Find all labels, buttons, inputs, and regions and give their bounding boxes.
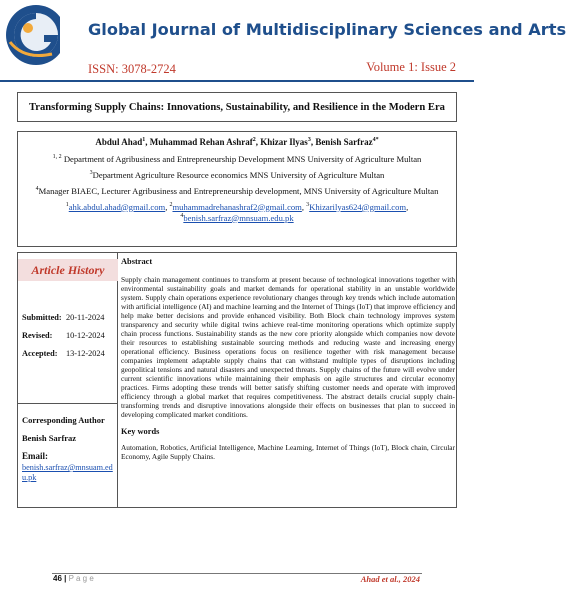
email-label: Email:	[22, 451, 48, 461]
journal-header	[0, 0, 566, 80]
article-info-section	[17, 252, 457, 508]
author-list: Abdul Ahad$^1$, Muhammad Rehan Ashraf$^2$, Khizar Ilyas$^3$, Benish Sarfraz$^{4*}$	[95, 137, 379, 147]
footer-citation: Ahad et al., 2024	[360, 574, 420, 584]
affiliation: $^3$Department Agriculture Resource economics MNS University of Agriculture Multan	[89, 169, 385, 180]
email-link[interactable]: ahk.abdul.ahad@gmail.com	[68, 201, 166, 212]
email-link[interactable]: benish.sarfraz@mnsuam.edu.pk	[183, 212, 294, 223]
article-history-heading: Article History	[31, 262, 105, 277]
affiliation: $^{1, 2}$ Department of Agribusiness and Entrepreneurship Development MNS University of Agriculture Multan	[52, 153, 422, 164]
abstract-heading: Abstract	[121, 257, 153, 266]
corresponding-author-label: Corresponding Author	[22, 415, 105, 425]
header-divider	[0, 80, 474, 82]
author-emails: $^1$ahk.abdul.ahad@gmail.com, $^2$muhammadrehanashraf2@gmail.com, $^3$Khizarilyas624@gmail.com, $^4$benish.sarfraz@mnsuam.edu.pk	[65, 201, 409, 223]
article-title-box	[17, 92, 457, 122]
keywords-list: Automation, Robotics, Artificial Intelligence, Machine Learning, Internet of Things (IoT), Block chain, Circular Economy, Agile Supply Chains.	[121, 443, 455, 462]
author-name: Muhammad Rehan Ashraf	[149, 137, 253, 147]
authors-box	[17, 131, 457, 247]
affiliation: $^4$Manager BIAEC, Lecturer Agribusiness and Entrepreneurship development, MNS University of Agriculture Multan	[35, 185, 439, 196]
article-title: Transforming Supply Chains: Innovations, Sustainability, and Resilience in the Modern Era	[29, 101, 445, 113]
revised-date-row: Revised: 10-12-2024	[22, 331, 105, 340]
abstract-body: Supply chain management continues to transform at present because of technological innovations together with environmental sustainability goals and market demands for operational stability in an unstable worldwide system. Supply chain operations experience revolutionary changes through key trends which include automation with artificial intelligence (AI) and machine learning and the Internet of Things (IoT) that improve efficiency and help make better decisions and provide enhanced visibility. Both Block chain technology improves system transparency and security while digital twins achieve real-time monitoring operations which optimize supply chain process functions. Sustainability stands as the new core priority alongside which companies now devote their resources to establishing sustainable sourcing methods and reducing waste and increasing energy operational efficiency. Business operations focus on resilience together with risk management because companies implement adaptable supply chains that can withstand multiple types of disruptions including geopolitical tensions and natural disasters and unexpected threats. Supply chains of the future will evolve under current scientific innovations while maintaining their emphasis on agile structures and circular economy practices. Firms adopting these trends will better satisfy shifting customer needs and operate with improved efficiency through a global market that requires competitiveness. The abstract details crucial supply chain-transforming trends and disruptive innovations alongside their effects on businesses that plan to succeed in developing complicated market conditions.	[121, 275, 455, 420]
keywords-heading: Key words	[121, 427, 160, 437]
article-history-banner	[18, 259, 118, 281]
corresponding-email-link[interactable]: benish.sarfraz@mnsuam.edu.pk	[22, 463, 113, 482]
sidebar-divider	[18, 403, 118, 404]
email-link[interactable]: Khizarilyas624@gmail.com	[309, 201, 407, 212]
abstract-section	[121, 257, 455, 461]
page-number: 46 | P a g e	[53, 574, 94, 583]
volume-issue-label: Volume 1: Issue 2	[366, 60, 456, 74]
author-name: Abdul Ahad	[95, 137, 143, 147]
submitted-date-row: Submitted: 20-11-2024	[22, 313, 105, 322]
author-name: Benish Sarfraz	[315, 137, 373, 147]
journal-logo-icon	[4, 2, 68, 68]
journal-title: Global Journal of Multidisciplinary Sciences and Arts	[88, 20, 566, 39]
article-history-sidebar	[18, 253, 118, 507]
author-name: Khizar Ilyas	[260, 137, 308, 147]
issn-label: ISSN: 3078-2724	[88, 62, 176, 76]
email-link[interactable]: muhammadrehanashraf2@gmail.com	[172, 201, 302, 212]
accepted-date-row: Accepted: 13-12-2024	[22, 349, 105, 358]
corresponding-author-name: Benish Sarfraz	[22, 433, 77, 443]
